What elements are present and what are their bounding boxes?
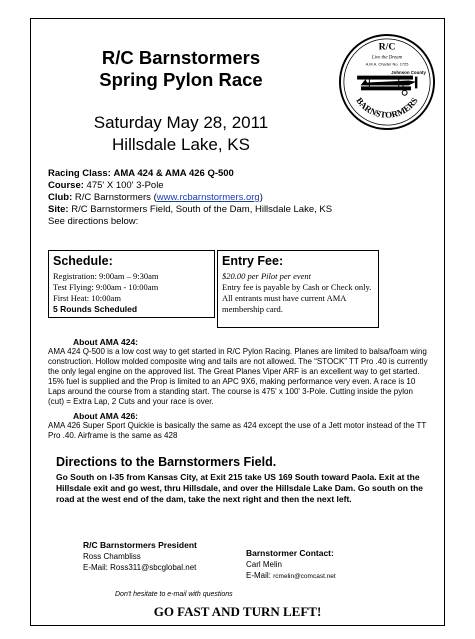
barnstormers-logo: [338, 33, 436, 131]
schedule-registration: Registration: 9:00am – 9:30am: [53, 271, 159, 281]
entry-fee-line-1: Entry fee is payable by Cash or Check only.: [222, 282, 372, 292]
directions-heading: Directions to the Barnstormers Field.: [56, 455, 277, 469]
logo-county: Johnson County: [391, 70, 426, 76]
club-value: R/C Barnstormers: [74, 192, 151, 203]
entry-fee-amount: $20.00 per Pilot per event: [222, 271, 311, 281]
course-label: Course:: [48, 180, 84, 191]
logo-motto: Live the Dream: [371, 55, 403, 61]
course-line: [48, 180, 438, 192]
schedule-rounds: 5 Rounds Scheduled: [53, 304, 138, 314]
flyer-page: [30, 18, 445, 626]
entry-fee-line-3: membership card.: [222, 304, 283, 314]
logo-charter: A.M.A. Charter No. 1725: [365, 61, 409, 67]
about-426-section: [48, 411, 428, 441]
title-line-1: R/C Barnstormers: [101, 47, 261, 68]
schedule-box: [48, 250, 215, 318]
schedule-first-heat: First Heat: 10:00am: [53, 293, 121, 303]
footer-slogan: GO FAST AND TURN LEFT!: [153, 604, 322, 619]
event-place: Hillsdale Lake, KS: [112, 135, 250, 154]
club-label: Club:: [48, 192, 73, 203]
president-heading: R/C Barnstormers President: [83, 540, 197, 550]
directions-text: Go South on I-35 from Kansas City, at Exit 215 take US 169 South toward Paola. Exit at the Hillsdale exit and go west, thru Hillsdale, and over the Hillsdale Lake Dam. Go south on the road at the west end of the dam, take the next right and then the next left.: [56, 472, 423, 504]
entry-fee-box: [217, 250, 379, 328]
event-date: Saturday May 28, 2011: [93, 113, 269, 132]
club-website-link[interactable]: www.rcbarnstormers.org: [156, 192, 260, 203]
site-label: Site:: [48, 204, 69, 215]
schedule-heading: Schedule:: [53, 254, 113, 268]
about-426-text: AMA 426 Super Sport Quickie is basically the same as 424 except the use of a Jett motor instead of the TT Pro .40. Airframe is the same as 428: [48, 421, 427, 440]
about-424-section: [48, 337, 428, 407]
president-name: Ross Chambliss: [83, 552, 141, 561]
about-424-heading: About AMA 424:: [73, 337, 139, 347]
contact-name: Carl Melin: [246, 560, 283, 569]
title-line-2: Spring Pylon Race: [99, 69, 263, 90]
course-value: 475' X 100' 3-Pole: [86, 180, 164, 191]
about-424-text: AMA 424 Q-500 is a low cost way to get started in R/C Pylon Racing. Planes are limited to balsa/foam wing construction. Hollow molded composite wing and tails are not allowed. The “STOCK” TT Pro .40 is currently the only legal engine on the approved list. The Great Planes Viper ARF is an excellent way to get started. 15% fuel is supplied and the Prop is limited to an APC 9X6, making performance very even. A race is 10 Laps around the course from a standing start. The course is 475' x 100' 3-Pole. Cutting inside the pylon (cut) = Extra Lap, 2 Cuts and your race is over.: [48, 347, 428, 406]
contact-block: [246, 548, 336, 582]
racing-class-value: AMA 424 & AMA 426 Q-500: [113, 168, 234, 179]
president-block: [83, 540, 197, 573]
contact-email[interactable]: rcmelin@comcast.net: [273, 573, 336, 580]
club-line: Club: R/C Barnstormers (www.rcbarnstormers.org): [48, 192, 263, 203]
site-value: R/C Barnstormers Field, South of the Dam, Hillsdale Lake, KS: [71, 204, 333, 215]
contact-heading: Barnstormer Contact:: [246, 548, 334, 558]
racing-class-label: Racing Class:: [48, 168, 111, 179]
flyer-title: [31, 47, 331, 91]
president-email[interactable]: E-Mail: Ross311@sbcglobal.net: [83, 563, 197, 572]
contact-email-line: [246, 570, 336, 582]
entry-fee-heading: Entry Fee:: [222, 254, 284, 268]
about-426-heading: About AMA 426:: [73, 411, 139, 421]
logo-top-text: R/C: [378, 41, 396, 53]
see-directions: See directions below:: [48, 216, 139, 227]
contact-email-label: E-Mail:: [246, 571, 271, 580]
schedule-test-flying: Test Flying: 9:00am - 10:00am: [53, 282, 159, 292]
email-note: Don't hesitate to e-mail with questions: [115, 591, 233, 598]
racing-class-line: [48, 168, 438, 180]
entry-fee-line-2: All entrants must have current AMA: [222, 293, 347, 303]
logo-name: BARNSTORMERS: [354, 95, 420, 120]
race-info: [48, 168, 438, 228]
event-date-place: [31, 112, 331, 156]
site-line: [48, 204, 438, 216]
